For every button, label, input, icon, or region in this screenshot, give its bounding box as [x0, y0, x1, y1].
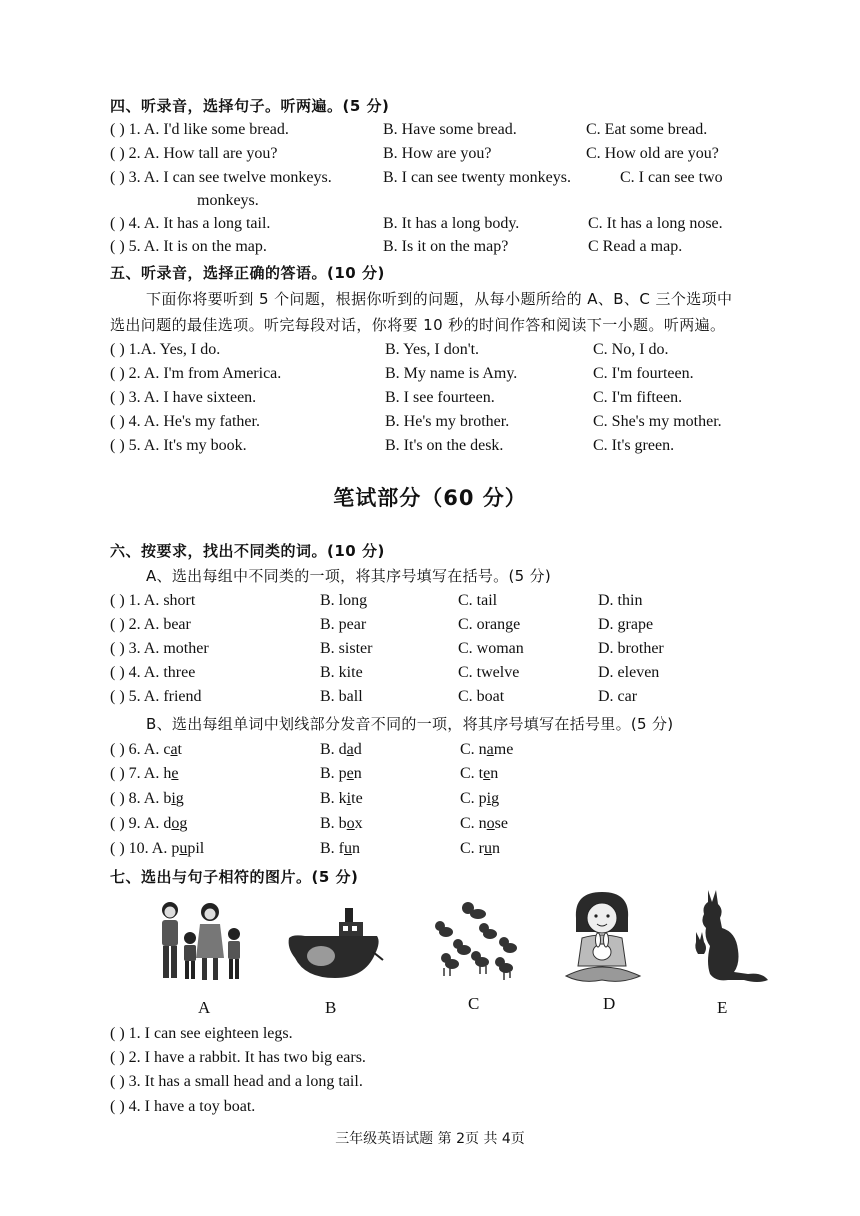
s6-item-8-c: [460, 790, 499, 808]
s6-item-1-a: ( ) 1. A. short: [110, 592, 196, 609]
s6-item-8-c-pre: C. p: [460, 790, 487, 807]
s6-item-6-a-pre: c: [163, 741, 171, 758]
s6-item-6-b: [320, 741, 362, 759]
s6-item-10-b-underlined: u: [344, 840, 352, 857]
s5-item-5-c: C. It's green.: [593, 437, 675, 454]
s5-item-3-b: B. I see fourteen.: [385, 389, 495, 406]
s6-item-7-b: [320, 765, 362, 783]
s6-item-10-num: ( ) 10. A.: [110, 840, 172, 857]
s4-item-5-b: B. Is it on the map?: [383, 238, 509, 255]
s6-item-6-b-pre: B. d: [320, 741, 347, 758]
s6-item-9-c-underlined: o: [486, 815, 495, 832]
s6-item-4-b: B. kite: [320, 664, 363, 681]
s6-item-5-d: D. car: [598, 688, 638, 705]
s6-item-4-c: C. twelve: [458, 664, 520, 681]
s6-item-8-c-underlined: i: [486, 790, 492, 807]
s5-item-1-b: B. Yes, I don't.: [385, 341, 480, 358]
s6-item-9-c: [460, 815, 508, 833]
s6-item-1-c: C. tail: [458, 592, 498, 609]
s6-item-8-a-pre: b: [163, 790, 172, 807]
s6-item-6-a-underlined: a: [170, 741, 178, 758]
picture-label-e: E: [717, 998, 728, 1017]
s6-item-6-c-post: me: [493, 741, 514, 758]
s6-item-8-b-pre: B. k: [320, 790, 347, 807]
s7-item-3-text: ( ) 3. It has a small head and a long tail.: [110, 1073, 363, 1090]
s6-item-2-d: D. grape: [598, 616, 654, 633]
s6-item-6-c-pre: C. n: [460, 741, 487, 758]
toy-boat-picture: [285, 902, 385, 982]
s6-item-7-a-underlined: e: [171, 765, 179, 782]
s6-item-6-c: [460, 741, 513, 759]
s6-item-7-num: ( ) 7. A.: [110, 765, 164, 782]
s6-item-10-a-underlined: u: [179, 840, 188, 857]
s6-item-8-b-underlined: i: [346, 790, 352, 807]
s6-item-6-b-post: d: [353, 741, 362, 758]
s6-item-10-a-pre: p: [171, 840, 180, 857]
s6-item-9-b: [320, 815, 363, 833]
s4-item-3-c: C. I can see two: [620, 169, 723, 186]
s6-item-7-c-pre: C. t: [460, 765, 484, 782]
written-part-title: 笔试部分（60 分）: [333, 486, 527, 510]
s5-item-5-a: ( ) 5. A. It's my book.: [110, 437, 247, 454]
s6-item-9-b-post: x: [354, 815, 363, 832]
s6-item-10-c-pre: C. r: [460, 840, 484, 857]
s6-item-9-b-pre: B. b: [320, 815, 347, 832]
s6-item-10-a: [110, 840, 204, 858]
section-6-part-a-instruction: A、选出每组中不同类的一项，将其序号填写在括号。(5 分): [146, 567, 551, 585]
s5-item-3-a: ( ) 3. A. I have sixteen.: [110, 389, 257, 406]
s6-item-7-a: [110, 765, 178, 783]
picture-label-b: B: [325, 998, 337, 1017]
s6-item-6-num: ( ) 6. A.: [110, 741, 164, 758]
s6-item-8-a: [110, 790, 184, 808]
s5-item-4-b: B. He's my brother.: [385, 413, 510, 430]
s6-item-10-b-post: n: [352, 840, 360, 857]
s7-item-4-text: ( ) 4. I have a toy boat.: [110, 1098, 256, 1115]
s6-item-9-a: [110, 815, 187, 833]
kangaroo-picture: [688, 888, 770, 988]
s6-item-2-c: C. orange: [458, 616, 521, 633]
s4-item-1-a: ( ) 1. A. I'd like some bread.: [110, 121, 289, 138]
s6-item-8-a-underlined: i: [171, 790, 176, 807]
s5-item-2-b: B. My name is Amy.: [385, 365, 518, 382]
s6-item-5-a: ( ) 5. A. friend: [110, 688, 202, 705]
section-7-title: 七、选出与句子相符的图片。(5 分): [110, 868, 359, 886]
s4-item-5-c: C Read a map.: [588, 238, 683, 255]
s4-item-4-c: C. It has a long nose.: [588, 215, 723, 232]
s6-item-9-num: ( ) 9. A.: [110, 815, 164, 832]
s5-item-1-c: C. No, I do.: [593, 341, 669, 358]
s6-item-6-a-post: t: [177, 741, 182, 758]
s6-item-9-a-pre: d: [163, 815, 172, 832]
s6-item-2-b: B. pear: [320, 616, 367, 633]
s4-item-3-a: ( ) 3. A. I can see twelve monkeys.: [110, 169, 332, 186]
s4-item-1-b: B. Have some bread.: [383, 121, 517, 138]
s6-item-7-b-pre: B. p: [320, 765, 347, 782]
s6-item-5-c: C. boat: [458, 688, 505, 705]
s6-item-9-c-post: se: [494, 815, 508, 832]
s5-item-2-c: C. I'm fourteen.: [593, 365, 694, 382]
section-6-part-b-instruction: B、选出每组单词中划线部分发音不同的一项，将其序号填写在括号里。(5 分): [146, 715, 674, 733]
s6-item-8-num: ( ) 8. A.: [110, 790, 164, 807]
s5-item-4-a: ( ) 4. A. He's my father.: [110, 413, 260, 430]
s6-item-5-b: B. ball: [320, 688, 363, 705]
s6-item-10-b-pre: B. f: [320, 840, 344, 857]
s6-item-6-b-underlined: a: [346, 741, 354, 758]
s6-item-3-c: C. woman: [458, 640, 524, 657]
s7-item-1-text: ( ) 1. I can see eighteen legs.: [110, 1025, 293, 1042]
s6-item-6-c-underlined: a: [486, 741, 494, 758]
picture-label-d: D: [603, 994, 616, 1013]
s6-item-8-b: [320, 790, 363, 808]
s6-item-4-d: D. eleven: [598, 664, 660, 681]
s6-item-7-b-underlined: e: [346, 765, 354, 782]
s6-item-10-c-underlined: u: [484, 840, 492, 857]
s6-item-3-a: ( ) 3. A. mother: [110, 640, 209, 657]
s6-item-8-b-post: te: [351, 790, 363, 807]
section-5-instruction-line-1: 下面你将要听到 5 个问题，根据你听到的问题，从每小题所给的 A、B、C 三个选项中: [146, 290, 733, 308]
s6-item-10-c: [460, 840, 500, 858]
s4-item-2-a: ( ) 2. A. How tall are you?: [110, 145, 278, 162]
s6-item-8-a-post: g: [175, 790, 184, 807]
s5-item-5-b: B. It's on the desk.: [385, 437, 504, 454]
animals-group-picture: [428, 898, 524, 982]
s6-item-7-c-post: n: [490, 765, 499, 782]
s4-item-5-a: ( ) 5. A. It is on the map.: [110, 238, 267, 255]
s4-item-4-b: B. It has a long body.: [383, 215, 520, 232]
s6-item-7-c-underlined: e: [483, 765, 491, 782]
s6-item-7-c: [460, 765, 498, 783]
s6-item-1-b: B. long: [320, 592, 368, 609]
s6-item-6-a: [110, 741, 182, 759]
s6-item-3-b: B. sister: [320, 640, 373, 657]
s6-item-9-a-underlined: o: [171, 815, 180, 832]
s6-item-9-b-underlined: o: [346, 815, 355, 832]
s6-item-7-b-post: n: [353, 765, 362, 782]
s6-item-2-a: ( ) 2. A. bear: [110, 616, 191, 633]
s5-item-1-a: ( ) 1.A. Yes, I do.: [110, 341, 221, 358]
s5-item-2-a: ( ) 2. A. I'm from America.: [110, 365, 282, 382]
s6-item-10-b: [320, 840, 360, 858]
girl-with-rabbit-picture: [562, 888, 644, 988]
picture-label-a: A: [198, 998, 211, 1017]
s4-item-3-continuation: monkeys.: [197, 192, 259, 209]
family-picture: [152, 898, 247, 986]
s4-item-2-c: C. How old are you?: [586, 145, 719, 162]
s6-item-10-c-post: n: [492, 840, 500, 857]
s6-item-4-a: ( ) 4. A. three: [110, 664, 196, 681]
s6-item-9-a-post: g: [179, 815, 188, 832]
s4-item-1-c: C. Eat some bread.: [586, 121, 708, 138]
s4-item-4-a: ( ) 4. A. It has a long tail.: [110, 215, 271, 232]
picture-label-c: C: [468, 994, 480, 1013]
s6-item-1-d: D. thin: [598, 592, 643, 609]
s6-item-8-c-post: g: [491, 790, 500, 807]
page-footer: 三年级英语试题 第 2页 共 4页: [335, 1131, 525, 1147]
s4-item-3-b: B. I can see twenty monkeys.: [383, 169, 571, 186]
section-4-title: 四、听录音，选择句子。听两遍。(5 分): [110, 97, 390, 115]
section-5-title: 五、听录音，选择正确的答语。(10 分): [110, 264, 385, 282]
s6-item-3-d: D. brother: [598, 640, 664, 657]
section-5-instruction-line-2: 选出问题的最佳选项。听完每段对话，你将要 10 秒的时间作答和阅读下一小题。听两遍。: [110, 316, 726, 334]
s7-item-2-text: ( ) 2. I have a rabbit. It has two big ears.: [110, 1049, 366, 1066]
s5-item-4-c: C. She's my mother.: [593, 413, 722, 430]
s5-item-3-c: C. I'm fifteen.: [593, 389, 683, 406]
s6-item-7-a-pre: h: [163, 765, 172, 782]
s6-item-10-a-post: pil: [187, 840, 205, 857]
s4-item-2-b: B. How are you?: [383, 145, 492, 162]
section-6-title: 六、按要求，找出不同类的词。(10 分): [110, 542, 385, 560]
s6-item-9-c-pre: C. n: [460, 815, 487, 832]
